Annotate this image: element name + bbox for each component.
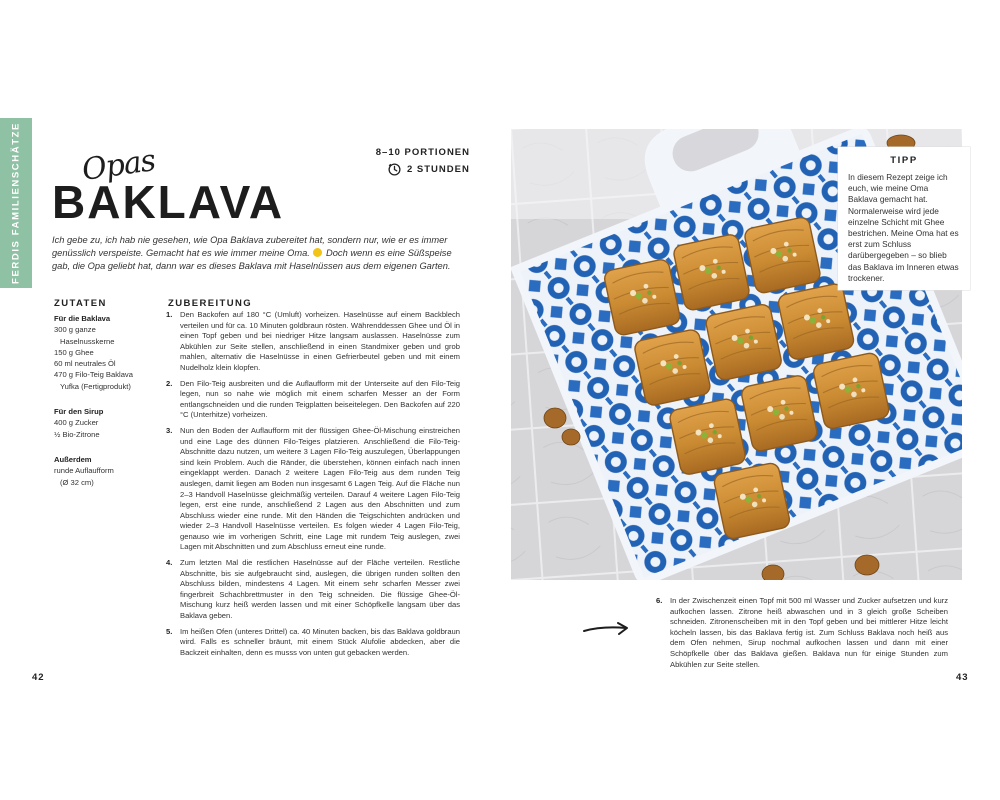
arrow-right-icon [582, 621, 632, 637]
step-number: 2. [166, 378, 173, 388]
preparation-steps [166, 310, 460, 663]
smiley-icon [313, 248, 322, 257]
step-text: In der Zwischenzeit einen Topf mit 500 ml Wasser und Zucker aufsetzen und kurz aufkochen lassen. Zitrone heiß abwaschen und in 3 gleich große Scheiben schneiden. Zitronenscheiben mit in den Topf geben und bei mittlerer Hitze leicht köcheln lassen, bis das Baklava fertig ist. Zum Schluss Baklava noch heiß aus dem Ofen nehmen, Sirup nochmal aufkochen lassen und dann mit einer Schöpfkelle über das Baklava gießen. Baklava nun für einige Stunden zum Abkühlen zur Seite stellen. [670, 596, 948, 669]
step-5 [166, 627, 460, 659]
side-tab-label: FERDIS FAMILIENSCHÄTZE [10, 122, 22, 284]
ingredient-item: 470 g Filo-Teig Baklava [54, 370, 133, 380]
ingredients-list [54, 313, 162, 502]
step-text: Den Backofen auf 180 °C (Umluft) vorheizen. Haselnüsse auf einem Backblech verteilen und für ca. 10 Minuten goldbraun rösten. Währenddessen Ghee und Öl in einen Topf geben und bei niedriger Hitze langsam auslassen. Haselnüsse zum Abkühlen zur Seite stellen, anschließend in einen Standmixer geben und grob mahlen, alternativ die Haselnüsse in einen Gefrierbeutel geben und mit einem Nudelholz klein klopfen. [180, 310, 460, 372]
step-4 [166, 558, 460, 622]
step-2 [166, 379, 460, 421]
ingredient-group-title: Außerdem [54, 454, 92, 464]
portions-label: 8–10 PORTIONEN [375, 147, 470, 158]
step-text: Nun den Boden der Auflaufform mit der flüssigen Ghee-Öl-Mischung einstreichen und eine Lage des dünnen Filo-Teiges platzieren. Anschließend die Filo-Teig-Abschnitte dazu nutzen, um weitere 3 Lagen Filo-Teig auszulegen, Überlappungen sind kein Problem. Auch die Ränder, die überstehen, können einfach nach innen eingeklappt werden. Danach 2 weitere Lagen Filo-Teig aus dem runden Teig auslegen, damit liegen am Boden nun insgesamt 6 Lagen Teig. Auf die Fläche nun 2–3 Handvoll Haselnüsse gleichmäßig verteilen. Darauf 4 weitere Lagen Filo-Teig legen, erst eine runde, anschließend 2 Lagen aus den Abschnitten und zum Abschluss wieder eine runde. Mit den Händen die Teigschichten andrücken und wieder 2–3 Handvoll Haselnüsse verteilen. Es folgen wieder 4 Lagen Filo-Teig, genauso wie im vorherigen Schritt, eine Lage mit rundem Teig auslegen, zwei Lagen mit Abschnitten und zum Abschluss erneut eine runde. [180, 425, 460, 552]
ingredients-heading: ZUTATEN [54, 298, 107, 309]
ingredient-group-baklava [54, 313, 162, 392]
step-number: 3. [166, 425, 173, 435]
ingredient-item: Yufka (Fertigprodukt) [60, 381, 131, 391]
time-label [388, 163, 470, 176]
time-text: 2 STUNDEN [407, 164, 470, 175]
step-number: 4. [166, 558, 173, 568]
ingredient-item: 300 g ganze [54, 325, 96, 335]
page-title: BAKLAVA [52, 176, 285, 228]
ingredient-group-extra [54, 454, 162, 488]
intro-text [52, 234, 472, 273]
tip-title: TIPP [890, 155, 918, 166]
step-text: Im heißen Ofen (unteres Drittel) ca. 40 Minuten backen, bis das Baklava goldbraun wird. Falls es schneller bräunt, mit einem Stück Alufolie abdecken, aber die Backzeit einhalten, denn es musss von unten gut gebacken werden. [180, 626, 460, 657]
step-3 [166, 426, 460, 553]
tip-text: In diesem Rezept zeige ich euch, wie meine Oma Baklava gemacht hat. Normalerweise wird jede einzelne Schicht mit Ghee bestrichen. Meine Oma hat es erst zum Schluss darübergegeben – so blieb das Baklava im Inneren etwas trockener. [848, 172, 959, 283]
step-number: 6. [656, 596, 663, 605]
page-number-right: 43 [956, 672, 969, 683]
tip-box [838, 147, 970, 290]
ingredient-item: ½ Bio-Zitrone [54, 429, 100, 439]
ingredient-group-title: Für den Sirup [54, 407, 104, 417]
ingredient-item: runde Auflaufform [54, 466, 114, 476]
step-number: 1. [166, 310, 173, 319]
clock-icon [388, 163, 401, 176]
ingredient-item: 150 g Ghee [54, 347, 94, 357]
step-text: Zum letzten Mal die restlichen Haselnüsse auf der Fläche verteilen. Restliche Abschnitte, bis sie aufgebraucht sind, auslegen, die übrigen runden sollten den Abschluss bilden, mindestens 4 Lagen. Mit einem sehr scharfen Messer zwei fingerbreit Schachbrettmuster in den Teig schneiden. Die flüssige Ghee-Öl-Mischung kurz heiß werden lassen und mit einer Schöpfkelle langsam über das Baklava geben. [180, 558, 460, 621]
ingredient-item: (Ø 32 cm) [60, 477, 94, 487]
ingredient-group-sirup [54, 406, 162, 440]
ingredient-item: 60 ml neutrales Öl [54, 359, 116, 369]
ingredient-item: Haselnusskerne [60, 336, 115, 346]
ingredient-item: 400 g Zucker [54, 418, 99, 428]
ingredient-group-title: Für die Baklava [54, 314, 111, 323]
preparation-heading: ZUBEREITUNG [168, 298, 253, 309]
step-number: 5. [166, 626, 173, 636]
title-script: Opas [79, 143, 158, 188]
page-number-left: 42 [32, 672, 45, 683]
intro-part-1: Ich gebe zu, ich hab nie gesehen, wie Opa Baklava zubereitet hat, sondern nur, wie er es immer genüsslich verspeiste. Gemacht hat es wie immer meine Oma. [52, 235, 448, 258]
step-6 [656, 596, 948, 670]
intro-part-2: Doch wenn es eine Süßspeise gab, die Opa geliebt hat, dann war es dieses Baklava mit Haselnüssen aus dem eigenen Garten. [52, 248, 452, 271]
step-1 [166, 310, 460, 374]
step-text: Den Filo-Teig ausbreiten und die Auflaufform mit der Unterseite auf den Filo-Teig legen, nun so nahe wie möglich mit einem scharfen Messer an der Form entlangschneiden und die runden Teigplatten beiseitelegen. Den Backofen auf 220 °C (Unterhitze) vorheizen. [180, 378, 460, 420]
